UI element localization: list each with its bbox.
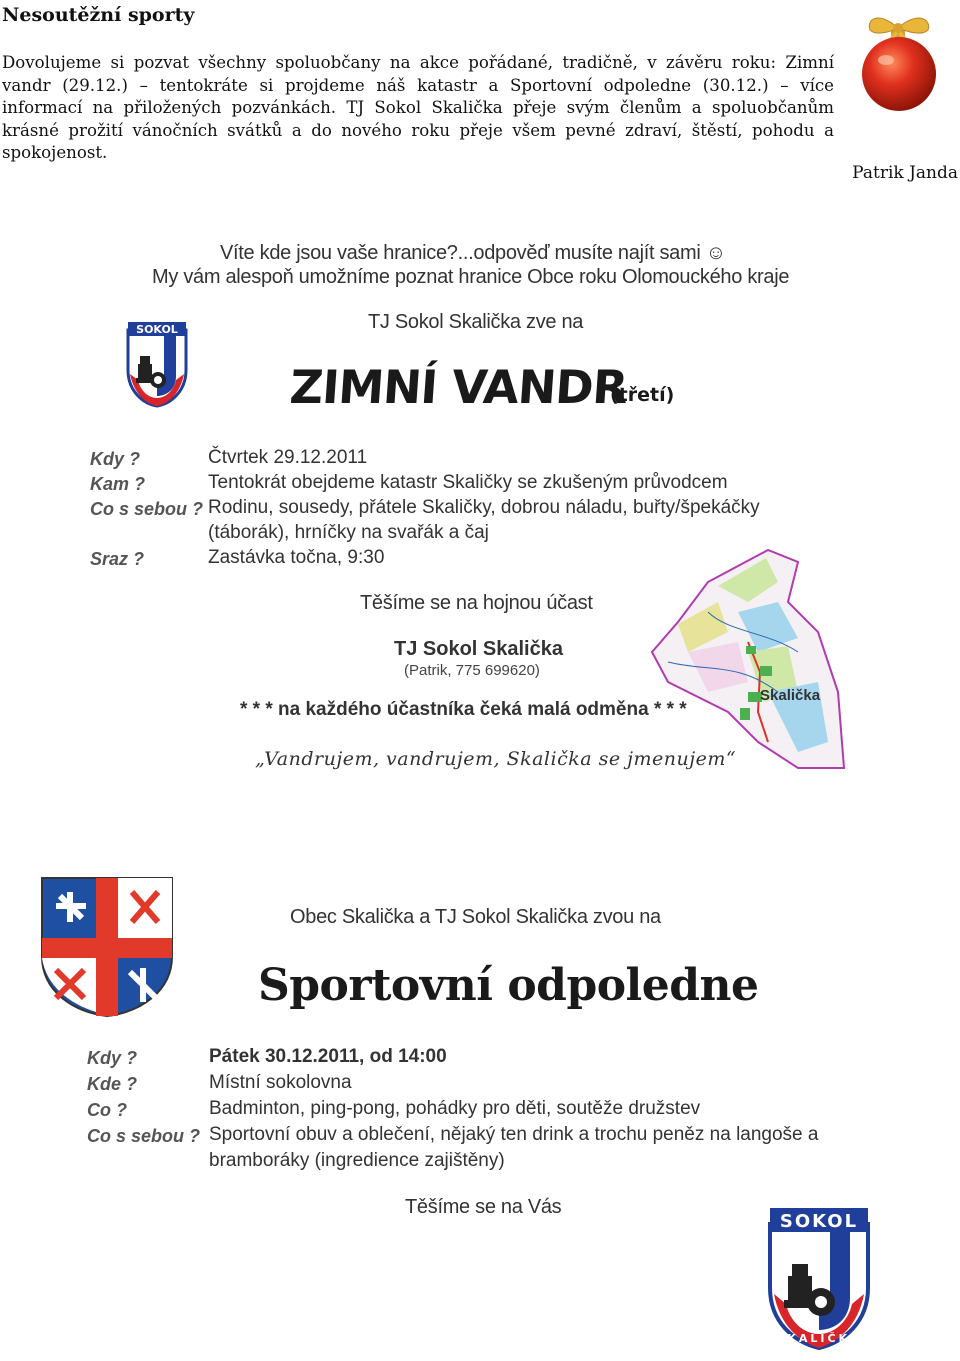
invite2-q-when: Kdy ?: [87, 1048, 138, 1068]
cadastre-map-image: [648, 542, 848, 776]
article-intro: Dovolujeme si pozvat všechny spoluobčany na akce pořádané, tradičně, v závěru roku: Zimní vandr (29.12.) – tentokráte si projdeme náš katastr a Sportovní odpoledne (30.12.) – více informací na přiložených pozvánkách. TJ Sokol Skalička přeje svým členům a spoluobčanům krásné prožití vánočních svátků a do nového roku přeje všem pevné zdraví, štěstí, pohodu a spokojenost.: [2, 53, 834, 162]
sokol-logo-ring-text: SKALIČKA: [776, 1332, 862, 1345]
invite1-motto: „Vandrujem, vandrujem, Skalička se jmenujem“: [255, 748, 737, 770]
invite1-title: ZIMNÍ VANDR: [288, 360, 629, 414]
invite1-a-when: Čtvrtek 29.12.2011: [208, 447, 368, 468]
invite1-contact: (Patrik, 775 699620): [404, 662, 540, 679]
village-coat-of-arms-icon: [40, 876, 174, 1018]
invite1-hope: Těšíme se na hojnou účast: [360, 592, 593, 614]
map-label-skalicka: Skalička: [760, 687, 821, 704]
article-heading: Nesoutěžní sporty: [2, 4, 195, 26]
invite2-a-bring-cont: bramboráky (ingredience zajištěny): [209, 1150, 505, 1171]
invite1-a-where: Tentokrát obejdeme katastr Skaličky se zkušeným průvodcem: [208, 472, 728, 493]
invite1-q-when: Kdy ?: [90, 449, 141, 469]
invite1-a-meet: Zastávka točna, 9:30: [208, 547, 385, 568]
invite2-a-when: Pátek 30.12.2011, od 14:00: [209, 1046, 447, 1067]
invite2-q-where: Kde ?: [87, 1074, 138, 1094]
invite2-q-what: Co ?: [87, 1100, 127, 1120]
invite2-a-where: Místní sokolovna: [209, 1072, 352, 1093]
invite1-reward: * * * na každého účastníka čeká malá odměna * * *: [240, 699, 687, 720]
sokol-logo-text: SOKOL: [136, 323, 178, 336]
invite1-q-bring: Co s sebou ?: [90, 499, 204, 519]
invite1-title-suffix: (třetí): [610, 384, 675, 406]
sokol-logo-icon: [124, 320, 190, 408]
invite1-org: TJ Sokol Skalička: [394, 638, 563, 660]
invite1-q-where: Kam ?: [90, 474, 146, 494]
invite2-q-bring: Co s sebou ?: [87, 1126, 201, 1146]
invite1-invites-line: TJ Sokol Skalička zve na: [368, 311, 584, 333]
invite1-a-bring: Rodinu, sousedy, přátele Skaličky, dobrou náladu, buřty/špekáčky: [208, 497, 760, 518]
invite2-a-bring: Sportovní obuv a oblečení, nějaký ten drink a trochu peněz na langoše a: [209, 1124, 819, 1145]
christmas-ornament-icon: [858, 6, 940, 114]
sokol-logo-large-text: SOKOL: [779, 1211, 859, 1232]
invite1-top-line2: My vám alespoň umožníme poznat hranice Obce roku Olomouckého kraje: [152, 266, 790, 288]
invite2-invites-line: Obec Skalička a TJ Sokol Skalička zvou na: [290, 906, 661, 928]
invite2-title: Sportovní odpoledne: [258, 960, 759, 1011]
invite1-top-line1: Víte kde jsou vaše hranice?...odpověď musíte najít sami ☺: [220, 242, 726, 264]
invite1-a-bring-cont: (táborák), hrníčky na svařák a čaj: [208, 522, 489, 543]
invite2-hope: Těšíme se na Vás: [405, 1196, 562, 1218]
invite1-q-meet: Sraz ?: [90, 549, 145, 569]
invite2-a-what: Badminton, ping-pong, pohádky pro děti, soutěže družstev: [209, 1098, 701, 1119]
sokol-logo-large-icon: [766, 1206, 872, 1350]
article-author: Patrik Janda: [852, 163, 958, 183]
